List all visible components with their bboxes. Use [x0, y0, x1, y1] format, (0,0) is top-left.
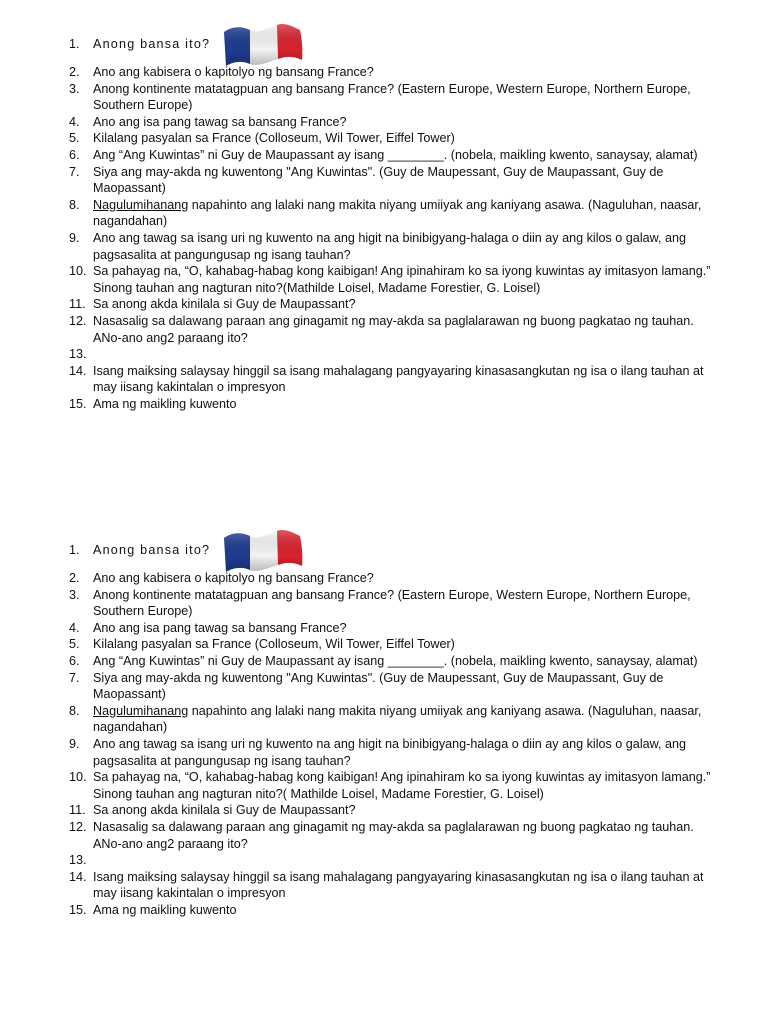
question-15 — [0, 396, 768, 413]
question-number: 5. — [69, 131, 80, 146]
question-number: 14. — [69, 869, 87, 884]
question-14 — [0, 363, 768, 396]
question-number: 7. — [69, 164, 80, 179]
question-text: Kilalang pasyalan sa France (Colloseum, Wil Tower, Eiffel Tower) — [93, 637, 455, 652]
quiz-section-1 — [0, 22, 768, 412]
question-12 — [0, 313, 768, 346]
question-number: 8. — [69, 197, 80, 212]
question-number: 9. — [69, 736, 80, 751]
question-text: Ama ng maikling kuwento — [93, 902, 237, 917]
question-text: Ano ang isa pang tawag sa bansang France? — [93, 114, 347, 129]
question-number: 6. — [69, 147, 80, 162]
question-9 — [0, 230, 768, 263]
question-text: Ano ang tawag sa isang uri ng kuwento na ang higit na binibigyang-halaga o diin ay ang kilos o galaw, ang pagsasalita at pangungusap ng isang tauhan? — [93, 230, 687, 262]
question-number: 13. — [69, 347, 87, 362]
question-number: 2. — [69, 65, 80, 79]
question-text: Isang maiksing salaysay hinggil sa isang mahalagang pangyayaring kinasasangkutan ng isa o ilang tauhan at may iisang kakintalan o impresyon — [93, 869, 704, 901]
question-number: 3. — [69, 587, 80, 602]
underlined-word: Nagulumihanang — [93, 703, 189, 718]
question-text: Nasasalig sa dalawang paraan ang ginagamit ng may-akda sa paglalarawan ng buong pagkatao ng tauhan. ANo-ano ang2 paraang ito? — [93, 313, 694, 345]
quiz-section-2 — [0, 528, 768, 918]
question-5 — [0, 130, 768, 147]
question-3 — [0, 587, 768, 620]
question-10 — [0, 769, 768, 802]
question-1 — [0, 528, 768, 570]
question-number: 15. — [69, 396, 87, 411]
question-number: 10. — [69, 264, 87, 279]
question-14 — [0, 869, 768, 902]
question-text: Siya ang may-akda ng kuwentong "Ang Kuwintas". (Guy de Maupessant, Guy de Maupassant, Guy de Maopassant) — [93, 164, 664, 196]
question-text: Anong bansa ito? — [93, 543, 211, 557]
question-5 — [0, 636, 768, 653]
question-text: Isang maiksing salaysay hinggil sa isang mahalagang pangyayaring kinasasangkutan ng isa o ilang tauhan at may iisang kakintalan o impresyon — [93, 363, 704, 395]
question-text: Kilalang pasyalan sa France (Colloseum, Wil Tower, Eiffel Tower) — [93, 131, 455, 146]
question-text: Ama ng maikling kuwento — [93, 396, 237, 411]
question-text: Sa pahayag na, “O, kahabag-habag kong kaibigan! Ang ipinahiram ko sa iyong kuwintas ay imitasyon lamang.” Sinong tauhan ang nagturan nito?(Mathilde Loisel, Madame Forestier, G. Loisel) — [93, 264, 711, 295]
question-number: 1. — [69, 543, 80, 557]
question-number: 8. — [69, 703, 80, 718]
question-7 — [0, 670, 768, 703]
question-number: 1. — [69, 37, 80, 51]
question-2 — [0, 570, 768, 587]
question-number: 7. — [69, 670, 80, 685]
question-number: 11. — [69, 803, 86, 818]
france-flag-image — [222, 528, 304, 574]
underlined-word: Nagulumihanang — [93, 197, 189, 212]
france-flag-image — [222, 22, 304, 68]
question-11 — [0, 802, 768, 819]
question-number: 14. — [69, 363, 87, 378]
question-text: napahinto ang lalaki nang makita niyang umiiyak ang kaniyang asawa. (Naguluhan, naasar, nagandahan) — [93, 197, 702, 229]
question-6 — [0, 147, 768, 164]
question-4 — [0, 620, 768, 637]
question-text: Ang “Ang Kuwintas” ni Guy de Maupassant ay isang ________. (nobela, maikling kwento, sanaysay, alamat) — [93, 653, 698, 668]
question-number: 3. — [69, 81, 80, 96]
question-number: 5. — [69, 637, 80, 652]
question-8 — [0, 703, 768, 736]
question-13 — [0, 346, 768, 363]
question-text: Sa anong akda kinilala si Guy de Maupassant? — [93, 297, 356, 312]
question-13 — [0, 852, 768, 869]
question-text: Ano ang kabisera o kapitolyo ng bansang France? — [93, 571, 374, 585]
question-text: Anong kontinente matatagpuan ang bansang France? (Eastern Europe, Western Europe, Northern Europe, Southern Europe) — [93, 587, 691, 619]
question-15 — [0, 902, 768, 919]
question-6 — [0, 653, 768, 670]
question-text: Sa anong akda kinilala si Guy de Maupassant? — [93, 803, 356, 818]
question-3 — [0, 81, 768, 114]
question-text: Anong kontinente matatagpuan ang bansang France? (Eastern Europe, Western Europe, Northern Europe, Southern Europe) — [93, 81, 691, 113]
question-number: 2. — [69, 571, 80, 585]
question-7 — [0, 164, 768, 197]
question-text: Ano ang isa pang tawag sa bansang France? — [93, 620, 347, 635]
question-12 — [0, 819, 768, 852]
question-number: 13. — [69, 853, 87, 868]
question-10 — [0, 263, 768, 296]
question-number: 11. — [69, 297, 86, 312]
question-text: Anong bansa ito? — [93, 37, 211, 51]
question-text: Siya ang may-akda ng kuwentong "Ang Kuwintas". (Guy de Maupessant, Guy de Maupassant, Guy de Maopassant) — [93, 670, 664, 702]
question-2 — [0, 64, 768, 81]
question-text: napahinto ang lalaki nang makita niyang umiiyak ang kaniyang asawa. (Naguluhan, naasar, nagandahan) — [93, 703, 702, 735]
question-number: 10. — [69, 770, 87, 785]
question-text: Ano ang kabisera o kapitolyo ng bansang France? — [93, 65, 374, 79]
question-4 — [0, 114, 768, 131]
question-number: 4. — [69, 114, 80, 129]
question-1 — [0, 22, 768, 64]
question-number: 6. — [69, 653, 80, 668]
question-8 — [0, 197, 768, 230]
question-text: Sa pahayag na, “O, kahabag-habag kong kaibigan! Ang ipinahiram ko sa iyong kuwintas ay imitasyon lamang.” Sinong tauhan ang nagturan nito?( Mathilde Loisel, Madame Forestier, G. Loisel) — [93, 770, 711, 801]
question-9 — [0, 736, 768, 769]
question-number: 4. — [69, 620, 80, 635]
question-text: Ang “Ang Kuwintas” ni Guy de Maupassant ay isang ________. (nobela, maikling kwento, sanaysay, alamat) — [93, 147, 698, 162]
question-text: Nasasalig sa dalawang paraan ang ginagamit ng may-akda sa paglalarawan ng buong pagkatao ng tauhan. ANo-ano ang2 paraang ito? — [93, 819, 694, 851]
question-number: 15. — [69, 902, 87, 917]
question-text: Ano ang tawag sa isang uri ng kuwento na ang higit na binibigyang-halaga o diin ay ang kilos o galaw, ang pagsasalita at pangungusap ng isang tauhan? — [93, 736, 687, 768]
question-number: 9. — [69, 230, 80, 245]
question-number: 12. — [69, 819, 87, 834]
question-11 — [0, 296, 768, 313]
question-number: 12. — [69, 313, 87, 328]
